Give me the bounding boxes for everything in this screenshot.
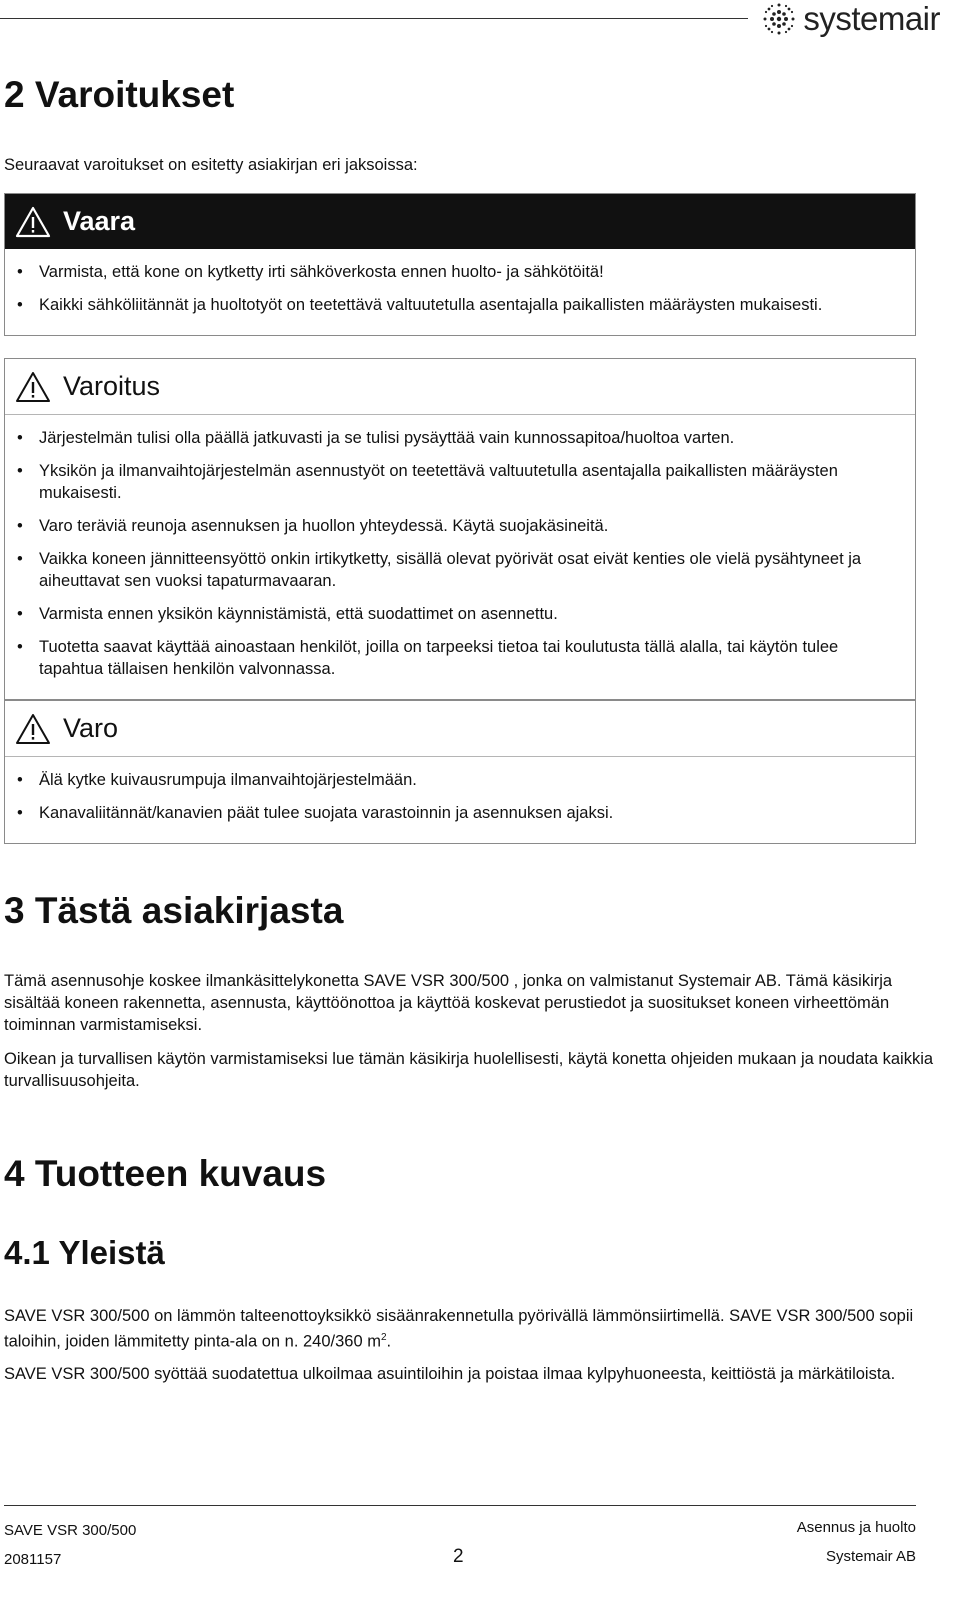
warning-list: [5, 415, 915, 699]
list-item: • Varmista ennen yksikön käynnistämistä, että suodattimet on asennettu.: [13, 603, 895, 625]
section-2-title: 2 Varoitukset: [4, 74, 235, 115]
section-3-title: 3 Tästä asiakirjasta: [4, 890, 344, 931]
footer-company: Systemair AB: [825, 1548, 916, 1565]
systemair-dots-icon: [761, 1, 797, 37]
header-rule: [0, 18, 748, 19]
list-item: • Vaikka koneen jännitteensyöttö onkin irtikytketty, sisällä olevat pyörivät osat eivät kenties ole vielä pysähtyneet ja aiheuttavat sen vuoksi tapaturmavaaran.: [13, 548, 895, 592]
caution-list: [5, 757, 915, 843]
section-4-1-paragraph-2: SAVE VSR 300/500 syöttää suodatettua ulkoilmaa asuintiloihin ja poistaa ilmaa kylpyhuoneesta, keittiöstä ja märkätiloista.: [4, 1365, 896, 1383]
footer-rule: [4, 1505, 916, 1506]
list-item: • Kanavaliitännät/kanavien päät tulee suojata varastoinnin ja asennuksen ajaksi.: [13, 802, 895, 824]
paragraph-end: .: [386, 1332, 392, 1351]
danger-list: [5, 249, 915, 335]
brand-name: systemair: [803, 0, 940, 37]
footer-doc-number: 2081157: [4, 1551, 62, 1568]
paragraph-text: SAVE VSR 300/500 on lämmön talteenottoyksikkö sisäänrakennetulla pyörivällä lämmönsiirtimellä. SAVE VSR 300/500 sopii taloihin, joiden lämmitetty pinta-ala on n. 240/360 m: [4, 1307, 914, 1351]
caution-header: [5, 701, 915, 757]
warning-header: [5, 359, 915, 415]
footer-page-number: 2: [453, 1546, 464, 1567]
footer-product: SAVE VSR 300/500: [4, 1522, 137, 1539]
warning-triangle-icon: [15, 712, 51, 746]
section-3-paragraph-2: Oikean ja turvallisen käytön varmistamiseksi lue tämän käsikirja huolellisesti, käytä konetta ohjeiden mukaan ja noudata kaikkia turvallisuusohjeita.: [4, 1050, 934, 1090]
danger-box: [4, 193, 916, 336]
systemair-logo: [761, 0, 940, 38]
warning-box: [4, 358, 916, 700]
section-4-1-paragraph-1: [4, 1305, 934, 1353]
list-item: • Järjestelmän tulisi olla päällä jatkuvasti ja se tulisi pysäyttää vain kunnossapitoa/huoltoa varten.: [13, 427, 895, 449]
footer-doc-type: Asennus ja huolto: [796, 1519, 916, 1536]
section-4-title: 4 Tuotteen kuvaus: [4, 1153, 327, 1194]
superscript: 2: [380, 1332, 387, 1343]
section-2-intro: Seuraavat varoitukset on esitetty asiakirjan eri jaksoissa:: [4, 156, 418, 174]
list-item: • Varo teräviä reunoja asennuksen ja huollon yhteydessä. Käytä suojakäsineitä.: [13, 515, 895, 537]
list-item: • Älä kytke kuivausrumpuja ilmanvaihtojärjestelmään.: [13, 769, 895, 791]
caution-title: Varo: [63, 713, 119, 743]
section-3-paragraph-1: Tämä asennusohje koskee ilmankäsittelykonetta SAVE VSR 300/500 , jonka on valmistanut Systemair AB. Tämä käsikirja sisältää koneen rakennetta, asennusta, käyttöönottoa ja käyttöä koskevat perustiedot ja suositukset koneen virheettömän toiminnan varmistamiseksi.: [4, 972, 893, 1034]
section-4-1-title: 4.1 Yleistä: [4, 1234, 165, 1271]
caution-box: [4, 700, 916, 844]
warning-triangle-icon: [15, 205, 51, 239]
list-item: • Tuotetta saavat käyttää ainoastaan henkilöt, joilla on tarpeeksi tietoa tai koulutusta tällä alalla, tai käytön tulee tapahtua tällaisen henkilön valvonnassa.: [13, 636, 895, 680]
list-item: • Yksikön ja ilmanvaihtojärjestelmän asennustyöt on teetettävä valtuutetulla asentajalla paikallisten määräysten mukaisesti.: [13, 460, 895, 504]
warning-triangle-icon: [15, 370, 51, 404]
warning-title: Varoitus: [63, 371, 161, 401]
danger-header: [5, 194, 915, 249]
list-item: • Kaikki sähköliitännät ja huoltotyöt on teetettävä valtuutetulla asentajalla paikallisten määräysten mukaisesti.: [13, 294, 895, 316]
list-item: • Varmista, että kone on kytketty irti sähköverkosta ennen huolto- ja sähkötöitä!: [13, 261, 895, 283]
danger-title: Vaara: [63, 206, 136, 236]
